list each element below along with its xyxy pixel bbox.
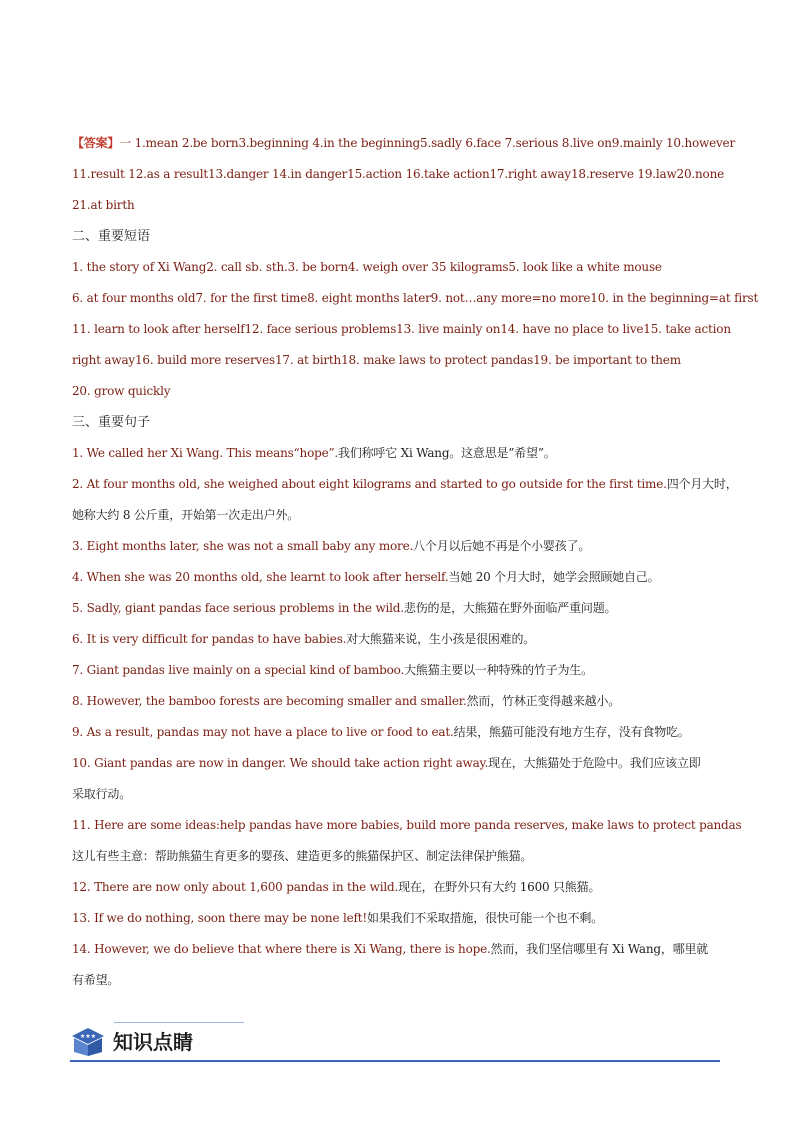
- sentence-english: 10. Giant pandas are now in danger. We should take action right away.: [72, 756, 489, 770]
- sentence-english: 5. Sadly, giant pandas face serious problems in the wild.: [72, 601, 404, 615]
- sentence-line: [72, 903, 722, 934]
- phrase-line: 20. grow quickly: [72, 384, 171, 398]
- sentence-chinese: 我们称呼它 Xi Wang。这意思是”希望”。: [338, 446, 556, 460]
- section-heading-phrases: 二、重要短语: [72, 229, 151, 244]
- section-heading-sentences: 三、重要句子: [72, 415, 151, 430]
- sentence-list: [72, 438, 742, 996]
- knowledge-title: 知识点睛: [113, 1030, 193, 1054]
- sentence-english: 8. However, the bamboo forests are becoming smaller and smaller.: [72, 694, 467, 708]
- sentence-english: 4. When she was 20 months old, she learnt to look after herself.: [72, 570, 449, 584]
- sentence-chinese: 结果，熊猫可能没有地方生存，没有食物吃。: [453, 725, 690, 739]
- sentence-chinese: 然而，我们坚信哪里有 Xi Wang，哪里就: [490, 942, 709, 956]
- sentence-chinese: 对大熊猫来说，生小孩是很困难的。: [346, 632, 536, 646]
- sentence-english: 14. However, we do believe that where there is Xi Wang, there is hope.: [72, 942, 491, 956]
- sentence-chinese: 如果我们不采取措施，很快可能一个也不剩。: [367, 911, 604, 925]
- phrase-line: right away16. build more reserves17. at birth18. make laws to protect pandas19. be important to them: [72, 353, 681, 367]
- sentence-line: [72, 469, 738, 500]
- sentence-chinese: 八个月以后她不再是个小婴孩了。: [413, 539, 591, 553]
- phrase-line: 11. learn to look after herself12. face serious problems13. live mainly on14. have no place to live15. take action: [72, 322, 731, 336]
- sentence-line: [72, 934, 722, 965]
- sentence-line: [72, 717, 722, 748]
- sentence-chinese: 现在，在野外只有大约 1600 只熊猫。: [398, 880, 601, 894]
- sentence-chinese-continued: 她称大约 8 公斤重，开始第一次走出户外。: [72, 508, 300, 522]
- sentence-chinese: 悲伤的是，大熊猫在野外面临严重问题。: [403, 601, 617, 615]
- answer-line-1: [72, 128, 735, 159]
- sentence-chinese-continued: 有希望。: [72, 973, 120, 987]
- sentence-line: [72, 748, 722, 779]
- sentence-line: [72, 872, 722, 903]
- sentence-english: 11. Here are some ideas:help pandas have more babies, build more panda reserves, make laws to protect pandas: [72, 818, 742, 832]
- sentence-english: 13. If we do nothing, soon there may be none left!: [72, 911, 367, 925]
- sentence-line: [72, 562, 722, 593]
- book-stars-icon: [68, 1022, 108, 1058]
- sentence-english: 2. At four months old, she weighed about eight kilograms and started to go outside for the first time.: [72, 477, 667, 491]
- header-top-rule: [114, 1022, 244, 1023]
- sentence-english: 1. We called her Xi Wang. This means“hope”.: [72, 446, 339, 460]
- sentence-english: 9. As a result, pandas may not have a place to live or food to eat.: [72, 725, 454, 739]
- phrase-line: 1. the story of Xi Wang2. call sb. sth.3. be born4. weigh over 35 kilograms5. look like a white mouse: [72, 260, 662, 274]
- answer-line-2: 11.result 12.as a result13.danger 14.in danger15.action 16.take action17.right away18.reserve 19.law20.none: [72, 167, 724, 181]
- sentence-chinese-continued: 采取行动。: [72, 787, 132, 801]
- sentence-line: [72, 593, 722, 624]
- sentence-line: [72, 686, 722, 717]
- header-underline: [70, 1060, 720, 1062]
- svg-text:★★★: ★★★: [79, 1033, 97, 1040]
- sentence-english: 12. There are now only about 1,600 pandas in the wild.: [72, 880, 399, 894]
- sentence-line: [72, 438, 722, 469]
- answer-text: 一 1.mean 2.be born3.beginning 4.in the beginning5.sadly 6.face 7.serious 8.live on9.mainly 10.however: [119, 136, 735, 150]
- sentence-line: [72, 655, 722, 686]
- sentence-chinese: 大熊猫主要以一种特殊的竹子为生。: [404, 663, 593, 677]
- sentence-english: 7. Giant pandas live mainly on a special kind of bamboo.: [72, 663, 405, 677]
- sentence-chinese: 然而，竹林正变得越来越小。: [466, 694, 621, 708]
- sentence-english: 3. Eight months later, she was not a small baby any more.: [72, 539, 414, 553]
- sentence-line: [72, 531, 722, 562]
- sentence-line: [72, 810, 742, 841]
- sentence-chinese: 现在，大熊猫处于危险中。我们应该立即: [488, 756, 701, 770]
- answer-tag: 【答案】: [72, 136, 120, 150]
- sentence-chinese: 当她 20 个月大时，她学会照顾她自己。: [448, 570, 660, 584]
- sentence-chinese: 四个月大时，: [666, 477, 738, 491]
- sentence-line: [72, 624, 722, 655]
- sentence-english: 6. It is very difficult for pandas to have babies.: [72, 632, 347, 646]
- document-body: [72, 128, 759, 996]
- knowledge-section-header: [68, 1018, 720, 1062]
- sentence-chinese-continued: 这儿有些主意：帮助熊猫生育更多的婴孩、建造更多的熊猫保护区、制定法律保护熊猫。: [72, 849, 533, 863]
- answer-line-3: 21.at birth: [72, 198, 135, 212]
- phrase-line: 6. at four months old7. for the first time8. eight months later9. not…any more=no more10. in the beginning=at first: [72, 291, 759, 305]
